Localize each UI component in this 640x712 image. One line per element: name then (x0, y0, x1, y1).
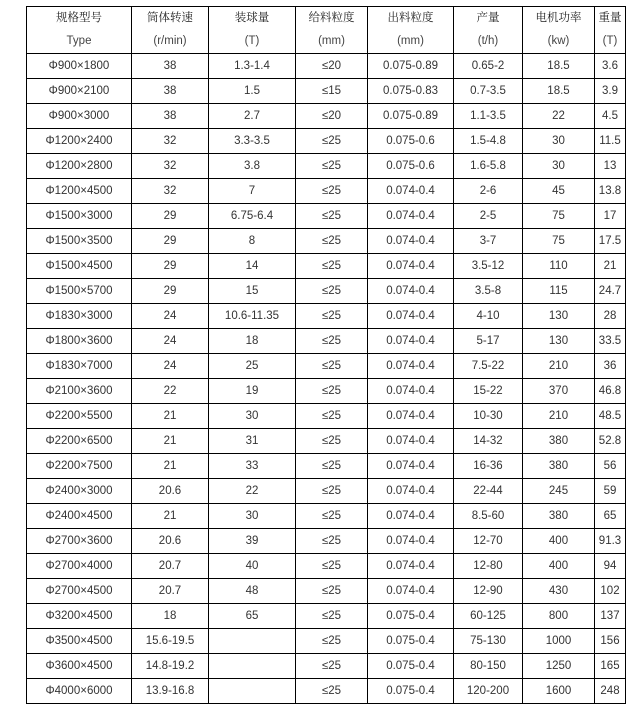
table-cell: 7 (209, 179, 296, 204)
table-cell: 13.8 (595, 179, 626, 204)
table-row (27, 354, 626, 379)
table-cell: 17 (595, 204, 626, 229)
table-cell: 1250 (523, 654, 595, 679)
table-row (27, 79, 626, 104)
table-cell: 1.5 (209, 79, 296, 104)
table-cell: 0.7-3.5 (454, 79, 523, 104)
column-header (27, 7, 132, 54)
table-row (27, 629, 626, 654)
column-header-cn: 筒体转速 (147, 12, 193, 24)
column-header-cn: 规格型号 (56, 12, 102, 24)
table-cell: 1.1-3.5 (454, 104, 523, 129)
table-cell: 248 (595, 679, 626, 704)
table-cell: 3.5-8 (454, 279, 523, 304)
table-cell: 29 (132, 204, 209, 229)
table-cell (209, 629, 296, 654)
table-cell: 75 (523, 229, 595, 254)
table-cell: 94 (595, 554, 626, 579)
table-cell: 46.8 (595, 379, 626, 404)
table-cell: 18.5 (523, 54, 595, 79)
table-cell: 36 (595, 354, 626, 379)
table-cell: 24 (132, 354, 209, 379)
table-cell: 21 (132, 404, 209, 429)
table-cell: 1.3-1.4 (209, 54, 296, 79)
column-header (132, 7, 209, 54)
table-cell: Φ1500×5700 (27, 279, 132, 304)
table-cell: ≤25 (296, 429, 368, 454)
table-cell: 370 (523, 379, 595, 404)
table-cell: 0.074-0.4 (368, 504, 454, 529)
table-cell: ≤20 (296, 54, 368, 79)
header-row (27, 7, 626, 54)
table-cell: 0.075-0.89 (368, 104, 454, 129)
table-cell: 48 (209, 579, 296, 604)
table-row (27, 179, 626, 204)
table-cell: 17.5 (595, 229, 626, 254)
table-cell: ≤20 (296, 104, 368, 129)
table-cell: Φ1500×3000 (27, 204, 132, 229)
table-cell: 29 (132, 229, 209, 254)
table-cell: 0.074-0.4 (368, 354, 454, 379)
table-cell: 30 (523, 129, 595, 154)
table-cell: 15-22 (454, 379, 523, 404)
table-cell: 20.6 (132, 529, 209, 554)
table-row (27, 579, 626, 604)
table-cell: Φ1200×4500 (27, 179, 132, 204)
table-row (27, 429, 626, 454)
table-row (27, 529, 626, 554)
table-cell: ≤25 (296, 454, 368, 479)
table-cell: 22 (209, 479, 296, 504)
table-cell: 137 (595, 604, 626, 629)
table-cell: Φ1800×3600 (27, 329, 132, 354)
table-cell: 165 (595, 654, 626, 679)
table-cell: 59 (595, 479, 626, 504)
column-header (368, 7, 454, 54)
table-cell: 0.074-0.4 (368, 279, 454, 304)
column-header (454, 7, 523, 54)
table-cell: 75-130 (454, 629, 523, 654)
table-cell: 24.7 (595, 279, 626, 304)
table-cell: 38 (132, 54, 209, 79)
column-header-unit: (kw) (547, 35, 570, 47)
table-cell: 10.6-11.35 (209, 304, 296, 329)
table-cell: ≤25 (296, 529, 368, 554)
table-cell: 30 (209, 404, 296, 429)
table-row (27, 404, 626, 429)
table-cell: 110 (523, 254, 595, 279)
table-cell: 6.75-6.4 (209, 204, 296, 229)
table-cell: 65 (209, 604, 296, 629)
table-cell: Φ1830×7000 (27, 354, 132, 379)
table-row (27, 604, 626, 629)
table-cell: 0.075-0.4 (368, 604, 454, 629)
table-cell: 29 (132, 279, 209, 304)
table-cell: 0.074-0.4 (368, 479, 454, 504)
table-cell: 28 (595, 304, 626, 329)
table-cell: 14-32 (454, 429, 523, 454)
table-cell: ≤25 (296, 279, 368, 304)
table-cell: ≤25 (296, 229, 368, 254)
table-cell: Φ3600×4500 (27, 654, 132, 679)
table-cell: Φ900×1800 (27, 54, 132, 79)
table-cell: Φ2200×7500 (27, 454, 132, 479)
table-cell: 0.075-0.89 (368, 54, 454, 79)
table-cell: 0.074-0.4 (368, 529, 454, 554)
table-cell: Φ2700×4500 (27, 579, 132, 604)
table-cell: 400 (523, 554, 595, 579)
table-cell: 25 (209, 354, 296, 379)
table-cell: Φ2400×4500 (27, 504, 132, 529)
table-cell: 12-70 (454, 529, 523, 554)
table-cell: 45 (523, 179, 595, 204)
table-cell: 210 (523, 354, 595, 379)
table-cell: 156 (595, 629, 626, 654)
table-cell: ≤15 (296, 79, 368, 104)
table-cell: 15 (209, 279, 296, 304)
table-cell: 380 (523, 454, 595, 479)
table-cell: Φ1500×3500 (27, 229, 132, 254)
table-cell: 29 (132, 254, 209, 279)
table-row (27, 454, 626, 479)
table-cell: 48.5 (595, 404, 626, 429)
table-row (27, 54, 626, 79)
table-cell: Φ1500×4500 (27, 254, 132, 279)
table-cell: 60-125 (454, 604, 523, 629)
table-cell: 380 (523, 504, 595, 529)
table-cell: 2-6 (454, 179, 523, 204)
table-cell: 3.3-3.5 (209, 129, 296, 154)
column-header (595, 7, 626, 54)
table-cell: 0.074-0.4 (368, 404, 454, 429)
column-header (209, 7, 296, 54)
table-cell: 0.074-0.4 (368, 454, 454, 479)
table-cell: Φ2200×6500 (27, 429, 132, 454)
table-cell: 18.5 (523, 79, 595, 104)
table-row (27, 129, 626, 154)
table-cell: ≤25 (296, 504, 368, 529)
table-cell: 0.074-0.4 (368, 304, 454, 329)
table-cell: ≤25 (296, 379, 368, 404)
table-cell: 22 (523, 104, 595, 129)
table-cell: Φ1200×2800 (27, 154, 132, 179)
table-cell: 11.5 (595, 129, 626, 154)
table-cell: 3.9 (595, 79, 626, 104)
table-cell: Φ3500×4500 (27, 629, 132, 654)
table-cell: ≤25 (296, 129, 368, 154)
table-cell: 0.074-0.4 (368, 329, 454, 354)
table-cell: 32 (132, 154, 209, 179)
column-header-unit: (T) (244, 35, 260, 47)
table-row (27, 104, 626, 129)
table-cell: 5-17 (454, 329, 523, 354)
table-cell: 15.6-19.5 (132, 629, 209, 654)
table-cell: ≤25 (296, 679, 368, 704)
table-cell: 4.5 (595, 104, 626, 129)
table-cell: 13 (595, 154, 626, 179)
table-cell: 75 (523, 204, 595, 229)
column-header (523, 7, 595, 54)
column-header-unit: (t/h) (477, 35, 499, 47)
table-cell: ≤25 (296, 579, 368, 604)
table-cell: 400 (523, 529, 595, 554)
table-body (27, 54, 626, 704)
table-cell: 0.074-0.4 (368, 254, 454, 279)
table-row (27, 379, 626, 404)
table-row (27, 254, 626, 279)
table-cell: 0.65-2 (454, 54, 523, 79)
table-cell (209, 679, 296, 704)
column-header-unit: (T) (602, 35, 618, 47)
table-row (27, 229, 626, 254)
table-cell: 14 (209, 254, 296, 279)
table-cell: 2-5 (454, 204, 523, 229)
table-cell: 0.075-0.83 (368, 79, 454, 104)
table-cell: 0.074-0.4 (368, 229, 454, 254)
table-cell: 10-30 (454, 404, 523, 429)
table-cell: Φ900×3000 (27, 104, 132, 129)
table-cell: Φ2100×3600 (27, 379, 132, 404)
table-cell: 4-10 (454, 304, 523, 329)
table-cell: 0.074-0.4 (368, 554, 454, 579)
table-cell: 32 (132, 179, 209, 204)
table-cell: Φ4000×6000 (27, 679, 132, 704)
column-header-unit: (mm) (318, 35, 345, 47)
table-row (27, 279, 626, 304)
table-cell: Φ2700×3600 (27, 529, 132, 554)
table-cell: ≤25 (296, 329, 368, 354)
table-cell: 21 (595, 254, 626, 279)
table-cell: 38 (132, 104, 209, 129)
column-header-cn: 装球量 (234, 12, 270, 24)
table-cell: 3-7 (454, 229, 523, 254)
table-cell: 38 (132, 79, 209, 104)
table-cell: 52.8 (595, 429, 626, 454)
column-header (296, 7, 368, 54)
table-cell: 56 (595, 454, 626, 479)
table-cell: 12-80 (454, 554, 523, 579)
table-cell: 8.5-60 (454, 504, 523, 529)
table-cell (209, 654, 296, 679)
table-cell: 22-44 (454, 479, 523, 504)
table-cell: Φ2400×3000 (27, 479, 132, 504)
table-cell: 24 (132, 304, 209, 329)
table-cell: 1.6-5.8 (454, 154, 523, 179)
table-cell: 13.9-16.8 (132, 679, 209, 704)
table-cell: 33 (209, 454, 296, 479)
table-row (27, 204, 626, 229)
table-row (27, 479, 626, 504)
table-cell: 21 (132, 504, 209, 529)
table-cell: 130 (523, 329, 595, 354)
table-cell: 21 (132, 429, 209, 454)
table-cell: ≤25 (296, 554, 368, 579)
table-cell: 245 (523, 479, 595, 504)
table-header (27, 7, 626, 54)
table-cell: 3.8 (209, 154, 296, 179)
table-cell: 24 (132, 329, 209, 354)
column-header-unit: Type (66, 35, 92, 47)
column-header-unit: (r/min) (153, 35, 187, 47)
table-cell: ≤25 (296, 179, 368, 204)
table-cell: 16-36 (454, 454, 523, 479)
table-row (27, 504, 626, 529)
column-header-cn: 产量 (476, 12, 500, 24)
table-cell: ≤25 (296, 404, 368, 429)
table-cell: 0.075-0.4 (368, 679, 454, 704)
column-header-cn: 电机功率 (535, 12, 582, 24)
table-cell: 20.6 (132, 479, 209, 504)
table-row (27, 654, 626, 679)
column-header-unit: (mm) (397, 35, 424, 47)
table-cell: 80-150 (454, 654, 523, 679)
table-cell: 1000 (523, 629, 595, 654)
table-cell: 32 (132, 129, 209, 154)
table-cell: Φ1200×2400 (27, 129, 132, 154)
table-cell: 8 (209, 229, 296, 254)
table-cell: 91.3 (595, 529, 626, 554)
table-cell: 120-200 (454, 679, 523, 704)
table-row (27, 304, 626, 329)
table-cell: ≤25 (296, 604, 368, 629)
column-header-cn: 出料粒度 (387, 12, 434, 24)
table-cell: 0.074-0.4 (368, 179, 454, 204)
table-cell: 14.8-19.2 (132, 654, 209, 679)
table-cell: 0.074-0.4 (368, 379, 454, 404)
table-cell: 0.075-0.6 (368, 129, 454, 154)
table-cell: 18 (132, 604, 209, 629)
table-cell: 20.7 (132, 579, 209, 604)
table-cell: 380 (523, 429, 595, 454)
table-row (27, 679, 626, 704)
table-cell: 30 (523, 154, 595, 179)
table-cell: 30 (209, 504, 296, 529)
table-cell: 12-90 (454, 579, 523, 604)
table-cell: ≤25 (296, 204, 368, 229)
table-cell: 33.5 (595, 329, 626, 354)
table-cell: 2.7 (209, 104, 296, 129)
table-cell: 65 (595, 504, 626, 529)
table-cell: 800 (523, 604, 595, 629)
table-cell: ≤25 (296, 254, 368, 279)
table-cell: 22 (132, 379, 209, 404)
table-cell: 0.074-0.4 (368, 579, 454, 604)
table-cell: 0.075-0.4 (368, 629, 454, 654)
table-row (27, 329, 626, 354)
table-cell: Φ2200×5500 (27, 404, 132, 429)
table-cell: 430 (523, 579, 595, 604)
table-cell: Φ2700×4000 (27, 554, 132, 579)
table-cell: ≤25 (296, 654, 368, 679)
table-cell: Φ3200×4500 (27, 604, 132, 629)
table-cell: 130 (523, 304, 595, 329)
table-cell: 39 (209, 529, 296, 554)
table-cell: 7.5-22 (454, 354, 523, 379)
table-cell: 3.5-12 (454, 254, 523, 279)
table-cell: Φ900×2100 (27, 79, 132, 104)
table-cell: ≤25 (296, 479, 368, 504)
table-cell: 20.7 (132, 554, 209, 579)
table-cell: ≤25 (296, 354, 368, 379)
ball-mill-spec-table (26, 6, 626, 704)
column-header-cn: 重量 (598, 12, 622, 24)
table-cell: 0.074-0.4 (368, 429, 454, 454)
column-header-cn: 给料粒度 (308, 12, 355, 24)
table-cell: ≤25 (296, 154, 368, 179)
table-cell: 31 (209, 429, 296, 454)
table-cell: 3.6 (595, 54, 626, 79)
table-cell: ≤25 (296, 304, 368, 329)
table-cell: 0.074-0.4 (368, 204, 454, 229)
table-cell: ≤25 (296, 629, 368, 654)
table-cell: 19 (209, 379, 296, 404)
table-cell: 102 (595, 579, 626, 604)
table-cell: 40 (209, 554, 296, 579)
table-cell: 210 (523, 404, 595, 429)
table-cell: 21 (132, 454, 209, 479)
table-cell: 0.075-0.6 (368, 154, 454, 179)
table-cell: 1.5-4.8 (454, 129, 523, 154)
table-row (27, 154, 626, 179)
table-row (27, 554, 626, 579)
table-cell: 115 (523, 279, 595, 304)
table-cell: Φ1830×3000 (27, 304, 132, 329)
table-cell: 18 (209, 329, 296, 354)
table-cell: 0.075-0.4 (368, 654, 454, 679)
table-cell: 1600 (523, 679, 595, 704)
